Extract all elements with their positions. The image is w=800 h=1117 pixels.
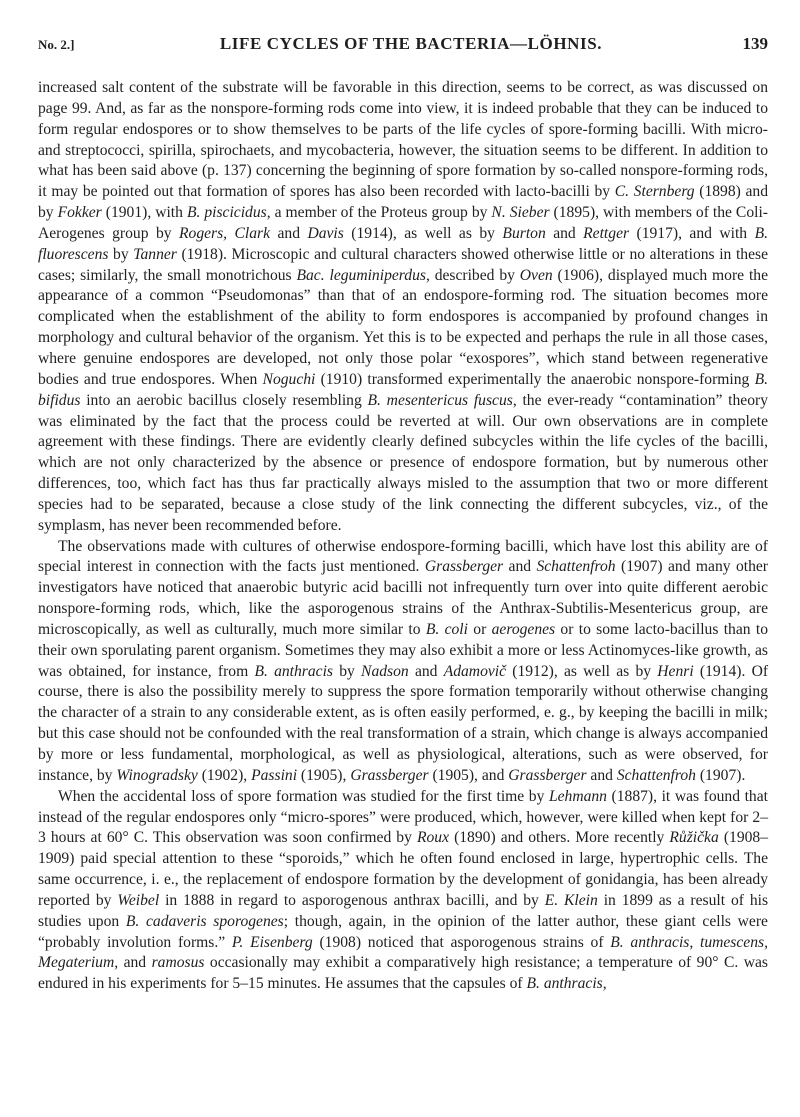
text-run: (1907) and many other investigators have noticed that anaerobic butyric acid bacilli not infrequently turn over into quite different aerobic nonspore-forming rods, which, like the asporogenous strains of the Anthrax-Subtilis-Mesentericus group, are microscopically, as well as culturally, much more similar to — [38, 558, 768, 638]
text-run: (1905), and — [428, 766, 509, 784]
text-run: (1902), — [197, 766, 252, 784]
text-run: (1898) and by — [38, 183, 768, 222]
text-run: (1906), displayed much more the appearance of a common “Pseudomonas” than that of an endospore-forming rod. The situation becomes more complicated when the establishment of the ability to form endospores is accompanied by profound changes in morphology and cultural behavior of the organism. Yet this is to be expected and perhaps the rule in all those cases, where genuine endospores are developed, not only those polar “exospores”, which stand between regenerative bodies and true endospores. When — [38, 266, 768, 388]
italic-run: B. cadaveris sporogenes — [125, 912, 284, 930]
italic-run: Tanner — [133, 245, 177, 263]
text-run: (1914), as well as by — [343, 224, 503, 242]
italic-run: C. Sternberg — [614, 183, 695, 201]
text-run: occasionally may exhibit a comparatively high resistance; a temperature of 90° C. was endured in his experiments for 5–15 minutes. He assumes that the capsules of — [38, 954, 769, 993]
text-run: in 1899 as a result of his studies upon — [38, 891, 769, 930]
text-run: (1901), with — [101, 204, 187, 222]
italic-run: Rogers, Clark — [179, 224, 271, 242]
italic-run: N. Sieber — [491, 204, 550, 222]
text-run: (1887), it was found that instead of the regular endospores only “micro-spores” were produced, which, however, were killed when kept for 2–3 hours at 60° C. This observation was soon confirmed by — [38, 787, 768, 847]
text-run: (1890) and others. More recently — [449, 829, 670, 847]
text-run: , described by — [425, 266, 520, 284]
body-text — [38, 78, 768, 995]
italic-run: Bac. leguminiperdus — [296, 266, 426, 284]
italic-run: Nadson — [361, 662, 409, 680]
text-run: The observations made with cultures of otherwise endospore-forming bacilli, which have lost this ability are of special interest in connection with the facts just mentioned. — [38, 537, 768, 576]
italic-run: Passini — [251, 766, 298, 784]
text-run: , the ever-ready “contamination” theory was eliminated by the fact that the process could be reverted at will. Our own observations are in complete agreement with these findings. There are evidently clearly defined subcycles within the life cycles of the bacilli, which are not only characterized by the absence or presence of endospore formation, but by numerous other differences, too, which fact has thus far practically always misled to the assumption that two or more different species had to be separated, because a close study of the link connecting the different subcycles, viz., of the symplasm, has never been recommended before. — [38, 391, 768, 534]
text-run: increased salt content of the substrate will be favorable in this direction, seems to be correct, as was discussed on page 99. And, as far as the nonspore-forming rods come into view, it is indeed probable that they can be induced to form regular endospores or to show themselves to be parts of the life cycles of spore-forming bacilli. With micro- and streptococci, spirilla, spirochaets, and mycobacteria, however, the situation seems to be different. In addition to what has been said above (p. 137) concerning the beginning of spore formation by so-called nonspore-forming rods, it may be pointed out that formation of spores has also been recorded with lacto-bacilli by — [38, 79, 768, 201]
text-run: and — [118, 954, 152, 972]
text-run: (1907). — [695, 766, 746, 784]
italic-run: Grassberger — [350, 766, 429, 784]
text-run: (1908–1909) paid special attention to these “sporoids,” which he often found enclosed in large, hypertrophic cells. The same occurrence, i. e., the replacement of endospore formation by the development of gonidangia, has been already reported by — [38, 829, 769, 909]
running-title: LIFE CYCLES OF THE BACTERIA—LÖHNIS. — [219, 34, 603, 53]
text-run: and — [545, 224, 584, 242]
italic-run: ramosus — [151, 954, 205, 972]
italic-run: B. anthracis, — [526, 975, 607, 993]
italic-run: Noguchi — [262, 370, 316, 388]
paragraph-3 — [38, 787, 768, 995]
italic-run: Grassberger — [508, 766, 587, 784]
text-run: and — [270, 224, 308, 242]
issue-number: No. 2.] — [38, 37, 75, 52]
text-run: by — [108, 245, 134, 263]
italic-run: E. Klein — [544, 891, 598, 909]
italic-run: B. piscicidus — [186, 204, 267, 222]
italic-run: B. fluorescens — [38, 224, 768, 263]
italic-run: Schattenfroh — [536, 558, 616, 576]
paragraph-2 — [38, 537, 768, 787]
italic-run: B. mesentericus fuscus — [367, 391, 513, 409]
text-run: , a member of the Proteus group by — [266, 204, 492, 222]
italic-run: B. coli — [425, 620, 468, 638]
text-run: (1908) noticed that asporogenous strains of — [312, 933, 611, 951]
text-run: (1917), and with — [629, 224, 755, 242]
text-run: or to some lacto-bacillus than to their own sporulating parent organism. Sometimes they may also exhibit a more or less Actinomyces-like growth, as was obtained, for instance, from — [38, 620, 768, 680]
italic-run: Schattenfroh — [616, 766, 696, 784]
italic-run: B. bifidus — [38, 370, 768, 409]
italic-run: Grassberger — [424, 558, 504, 576]
running-header — [38, 34, 768, 68]
italic-run: B. anthracis, tumescens, Megaterium, — [38, 933, 768, 972]
text-run: and — [586, 766, 617, 784]
text-run: (1914). Of course, there is also the possibility merely to suppress the spore formation temporarily without otherwise changing the character of a strain to any considerable extent, as is often easily performed, e. g., by keeping the bacilli in milk; but this case should not be confounded with the real transformation of a strain, which change is always accompanied by more or less fundamental, morphological, as well as physiological, alterations, such as were observed, for instance, by — [38, 662, 769, 784]
italic-run: Adamovič — [443, 662, 507, 680]
italic-run: Fokker — [57, 204, 102, 222]
text-run: or — [467, 620, 492, 638]
text-run: by — [333, 662, 362, 680]
page-number: 139 — [742, 34, 768, 53]
italic-run: Růžička — [669, 829, 719, 847]
italic-run: Roux — [416, 829, 450, 847]
text-run: (1912), as well as by — [506, 662, 658, 680]
italic-run: Henri — [657, 662, 694, 680]
italic-run: Oven — [519, 266, 553, 284]
italic-run: Burton — [502, 224, 546, 242]
text-run: and — [503, 558, 537, 576]
text-run: ; though, again, in the opinion of the latter author, these giant cells were “probably involution forms.” — [38, 912, 768, 951]
italic-run: P. Eisenberg — [231, 933, 313, 951]
text-run: When the accidental loss of spore formation was studied for the first time by — [58, 787, 549, 805]
italic-run: Lehmann — [548, 787, 607, 805]
text-run: (1910) transformed experimentally the anaerobic nonspore-forming — [315, 370, 755, 388]
text-run: into an aerobic bacillus closely resembling — [80, 391, 368, 409]
italic-run: Rettger — [583, 224, 630, 242]
italic-run: Davis — [307, 224, 344, 242]
italic-run: aerogenes — [491, 620, 556, 638]
text-run: (1895), with members of the Coli-Aerogenes group by — [38, 204, 768, 242]
italic-run: Winogradsky — [116, 766, 198, 784]
italic-run: B. anthracis — [254, 662, 333, 680]
text-run: and — [408, 662, 444, 680]
text-run: in 1888 in regard to asporogenous anthrax bacilli, and by — [159, 891, 545, 909]
paragraph-1 — [38, 78, 768, 537]
italic-run: Weibel — [117, 891, 160, 909]
text-run: (1905), — [297, 766, 351, 784]
text-run: (1918). Microscopic and cultural characters showed otherwise little or no alterations in these cases; similarly, the small monotrichous — [38, 245, 768, 284]
